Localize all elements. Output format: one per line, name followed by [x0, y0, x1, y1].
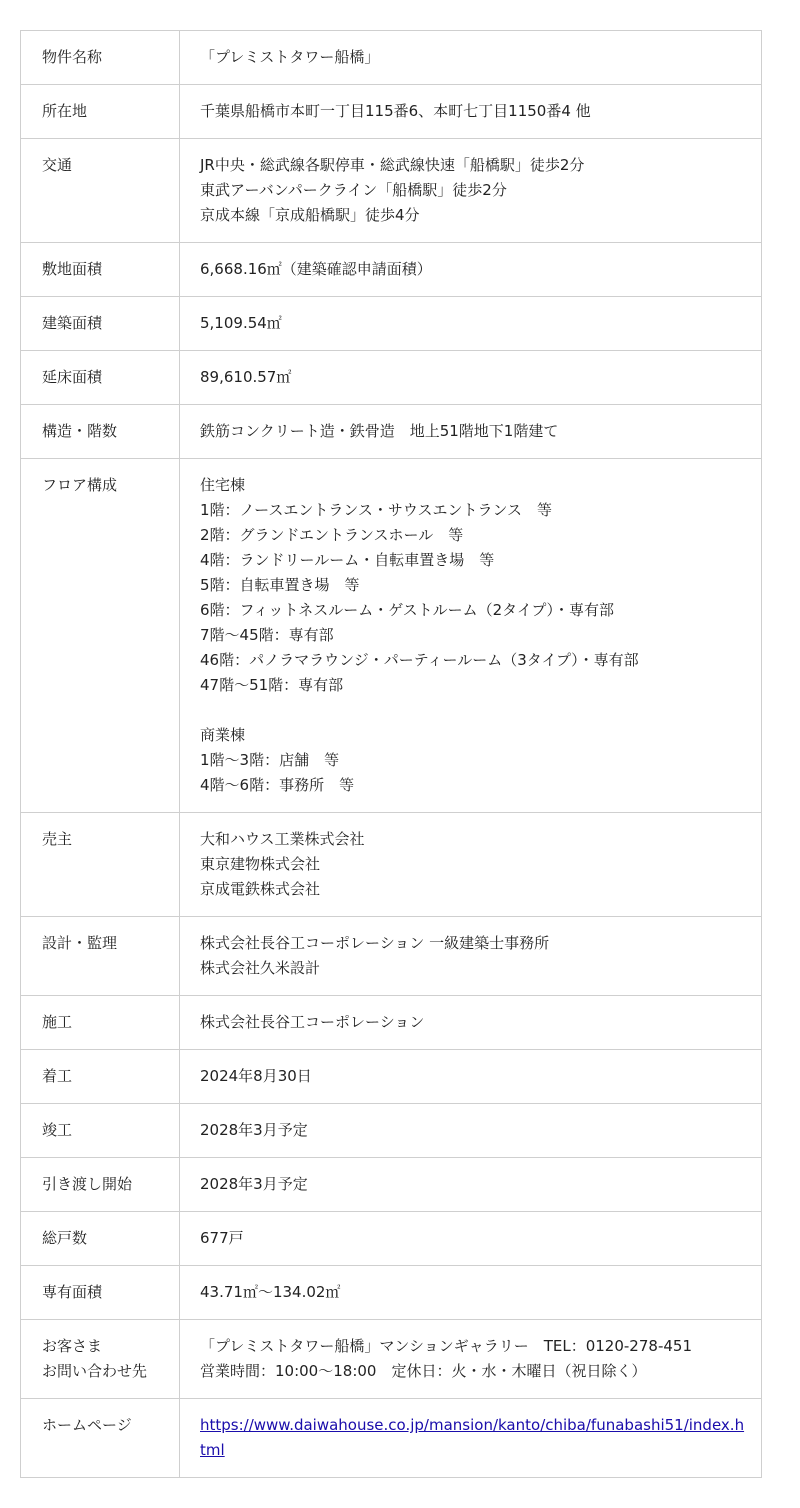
- spec-value-line: 株式会社長谷工コーポレーション: [200, 1013, 425, 1031]
- spec-row: [21, 813, 762, 917]
- property-info-section: [20, 30, 762, 1478]
- spec-row: [21, 139, 762, 243]
- spec-value-cell: [180, 85, 762, 139]
- spec-value-cell: [180, 996, 762, 1050]
- spec-value-line: 47階〜51階：専有部: [200, 676, 344, 694]
- spec-value-cell: [180, 1266, 762, 1320]
- property-spec-table: [20, 30, 762, 1478]
- spec-value-line: 東京建物株式会社: [200, 855, 321, 873]
- spec-row: [21, 917, 762, 996]
- spec-label-cell: [21, 1320, 180, 1399]
- spec-label: 延床面積: [42, 368, 103, 386]
- spec-label: 専有面積: [42, 1283, 103, 1301]
- spec-value-cell: [180, 1158, 762, 1212]
- spec-value-line: 5,109.54㎡: [200, 314, 282, 332]
- spec-label-cell: [21, 1104, 180, 1158]
- spec-value-line: JR中央・総武線各駅停車・総武線快速「船橋駅」徒歩2分: [200, 156, 585, 174]
- spec-value-line: 1階〜3階：店舗 等: [200, 751, 340, 769]
- spec-label-cell: [21, 139, 180, 243]
- spec-value-line: [200, 698, 749, 723]
- spec-value-cell: [180, 1399, 762, 1478]
- spec-label: 施工: [42, 1013, 73, 1031]
- spec-label: 物件名称: [42, 48, 103, 66]
- spec-row: [21, 1320, 762, 1399]
- spec-value-line: 株式会社久米設計: [200, 959, 321, 977]
- spec-value-line: 4階：ランドリールーム・自転車置き場 等: [200, 551, 495, 569]
- spec-label-cell: [21, 351, 180, 405]
- spec-row: [21, 351, 762, 405]
- spec-row: [21, 459, 762, 813]
- spec-value-line: 2028年3月予定: [200, 1121, 308, 1139]
- spec-value-line: 6階：フィットネスルーム・ゲストルーム（2タイプ）・専有部: [200, 601, 615, 619]
- spec-row: [21, 1158, 762, 1212]
- spec-label-cell: [21, 1212, 180, 1266]
- spec-value-line: 鉄筋コンクリート造・鉄骨造 地上51階地下1階建て: [200, 422, 559, 440]
- spec-value-cell: [180, 139, 762, 243]
- spec-label: 敷地面積: [42, 260, 103, 278]
- spec-value-cell: [180, 1320, 762, 1399]
- spec-label: フロア構成: [42, 476, 118, 494]
- spec-value-line: 「プレミストタワー船橋」マンションギャラリー TEL：0120-278-451: [200, 1337, 692, 1355]
- spec-row: [21, 405, 762, 459]
- spec-row: [21, 1266, 762, 1320]
- spec-label: お客さま: [42, 1337, 103, 1355]
- spec-label: 竣工: [42, 1121, 73, 1139]
- spec-value-cell: [180, 1050, 762, 1104]
- property-spec-table-body: [21, 31, 762, 1478]
- spec-value-line: 住宅棟: [200, 476, 246, 494]
- spec-value-cell: [180, 1212, 762, 1266]
- spec-value-cell: [180, 31, 762, 85]
- spec-value-cell: [180, 405, 762, 459]
- spec-value-line: 677戸: [200, 1229, 244, 1247]
- spec-value-line: 46階：パノラマラウンジ・パーティールーム（3タイプ）・専有部: [200, 651, 639, 669]
- spec-value-cell: [180, 243, 762, 297]
- spec-label: 引き渡し開始: [42, 1175, 133, 1193]
- spec-label-cell: [21, 31, 180, 85]
- spec-value-cell: [180, 459, 762, 813]
- spec-value-line: 5階：自転車置き場 等: [200, 576, 360, 594]
- spec-label: 所在地: [42, 102, 88, 120]
- spec-label: 交通: [42, 156, 73, 174]
- spec-label: 売主: [42, 830, 73, 848]
- spec-value-line: 89,610.57㎡: [200, 368, 292, 386]
- spec-row: [21, 31, 762, 85]
- spec-row: [21, 1212, 762, 1266]
- spec-value-line: 京成本線「京成船橋駅」徒歩4分: [200, 206, 420, 224]
- spec-label-cell: [21, 1399, 180, 1478]
- spec-label-cell: [21, 405, 180, 459]
- spec-value-line: 2階：グランドエントランスホール 等: [200, 526, 464, 544]
- spec-label: お問い合わせ先: [42, 1362, 148, 1380]
- spec-value-line: 4階〜6階：事務所 等: [200, 776, 355, 794]
- spec-label: 総戸数: [42, 1229, 88, 1247]
- spec-value-cell: [180, 813, 762, 917]
- spec-row: [21, 243, 762, 297]
- spec-value-line: 2028年3月予定: [200, 1175, 308, 1193]
- spec-value-cell: [180, 297, 762, 351]
- spec-row: [21, 297, 762, 351]
- spec-label-cell: [21, 1158, 180, 1212]
- spec-value-line: 千葉県船橋市本町一丁目115番6、本町七丁目1150番4 他: [200, 102, 591, 120]
- spec-label: 建築面積: [42, 314, 103, 332]
- spec-value-line: 7階〜45階：専有部: [200, 626, 334, 644]
- spec-row: [21, 1399, 762, 1478]
- spec-label-cell: [21, 297, 180, 351]
- spec-label: 設計・監理: [42, 934, 118, 952]
- spec-value-line: 「プレミストタワー船橋」: [200, 48, 380, 66]
- spec-value-line: 東武アーバンパークライン「船橋駅」徒歩2分: [200, 181, 507, 199]
- spec-value-line: 営業時間：10:00〜18:00 定休日：火・水・木曜日（祝日除く）: [200, 1362, 647, 1380]
- spec-label-cell: [21, 85, 180, 139]
- spec-value-line: 商業棟: [200, 726, 246, 744]
- spec-value-line: 京成電鉄株式会社: [200, 880, 321, 898]
- spec-row: [21, 1050, 762, 1104]
- spec-label-cell: [21, 813, 180, 917]
- spec-label: 着工: [42, 1067, 73, 1085]
- spec-value-line: 6,668.16㎡（建築確認申請面積）: [200, 260, 432, 278]
- spec-row: [21, 1104, 762, 1158]
- homepage-link[interactable]: https://www.daiwahouse.co.jp/mansion/kanto/chiba/funabashi51/index.html: [200, 1416, 745, 1459]
- spec-label-cell: [21, 243, 180, 297]
- spec-label: 構造・階数: [42, 422, 118, 440]
- spec-value-cell: [180, 917, 762, 996]
- spec-row: [21, 85, 762, 139]
- spec-label-cell: [21, 459, 180, 813]
- spec-value-line: 2024年8月30日: [200, 1067, 312, 1085]
- spec-value-line: 大和ハウス工業株式会社: [200, 830, 365, 848]
- spec-label: ホームページ: [42, 1416, 132, 1434]
- spec-label-cell: [21, 996, 180, 1050]
- spec-value-line: 43.71㎡〜134.02㎡: [200, 1283, 341, 1301]
- spec-value-cell: [180, 1104, 762, 1158]
- spec-row: [21, 996, 762, 1050]
- spec-value-cell: [180, 351, 762, 405]
- spec-label-cell: [21, 1050, 180, 1104]
- spec-label-cell: [21, 917, 180, 996]
- spec-value-line: 株式会社長谷工コーポレーション 一級建築士事務所: [200, 934, 550, 952]
- spec-value-line: 1階：ノースエントランス・サウスエントランス 等: [200, 501, 552, 519]
- spec-label-cell: [21, 1266, 180, 1320]
